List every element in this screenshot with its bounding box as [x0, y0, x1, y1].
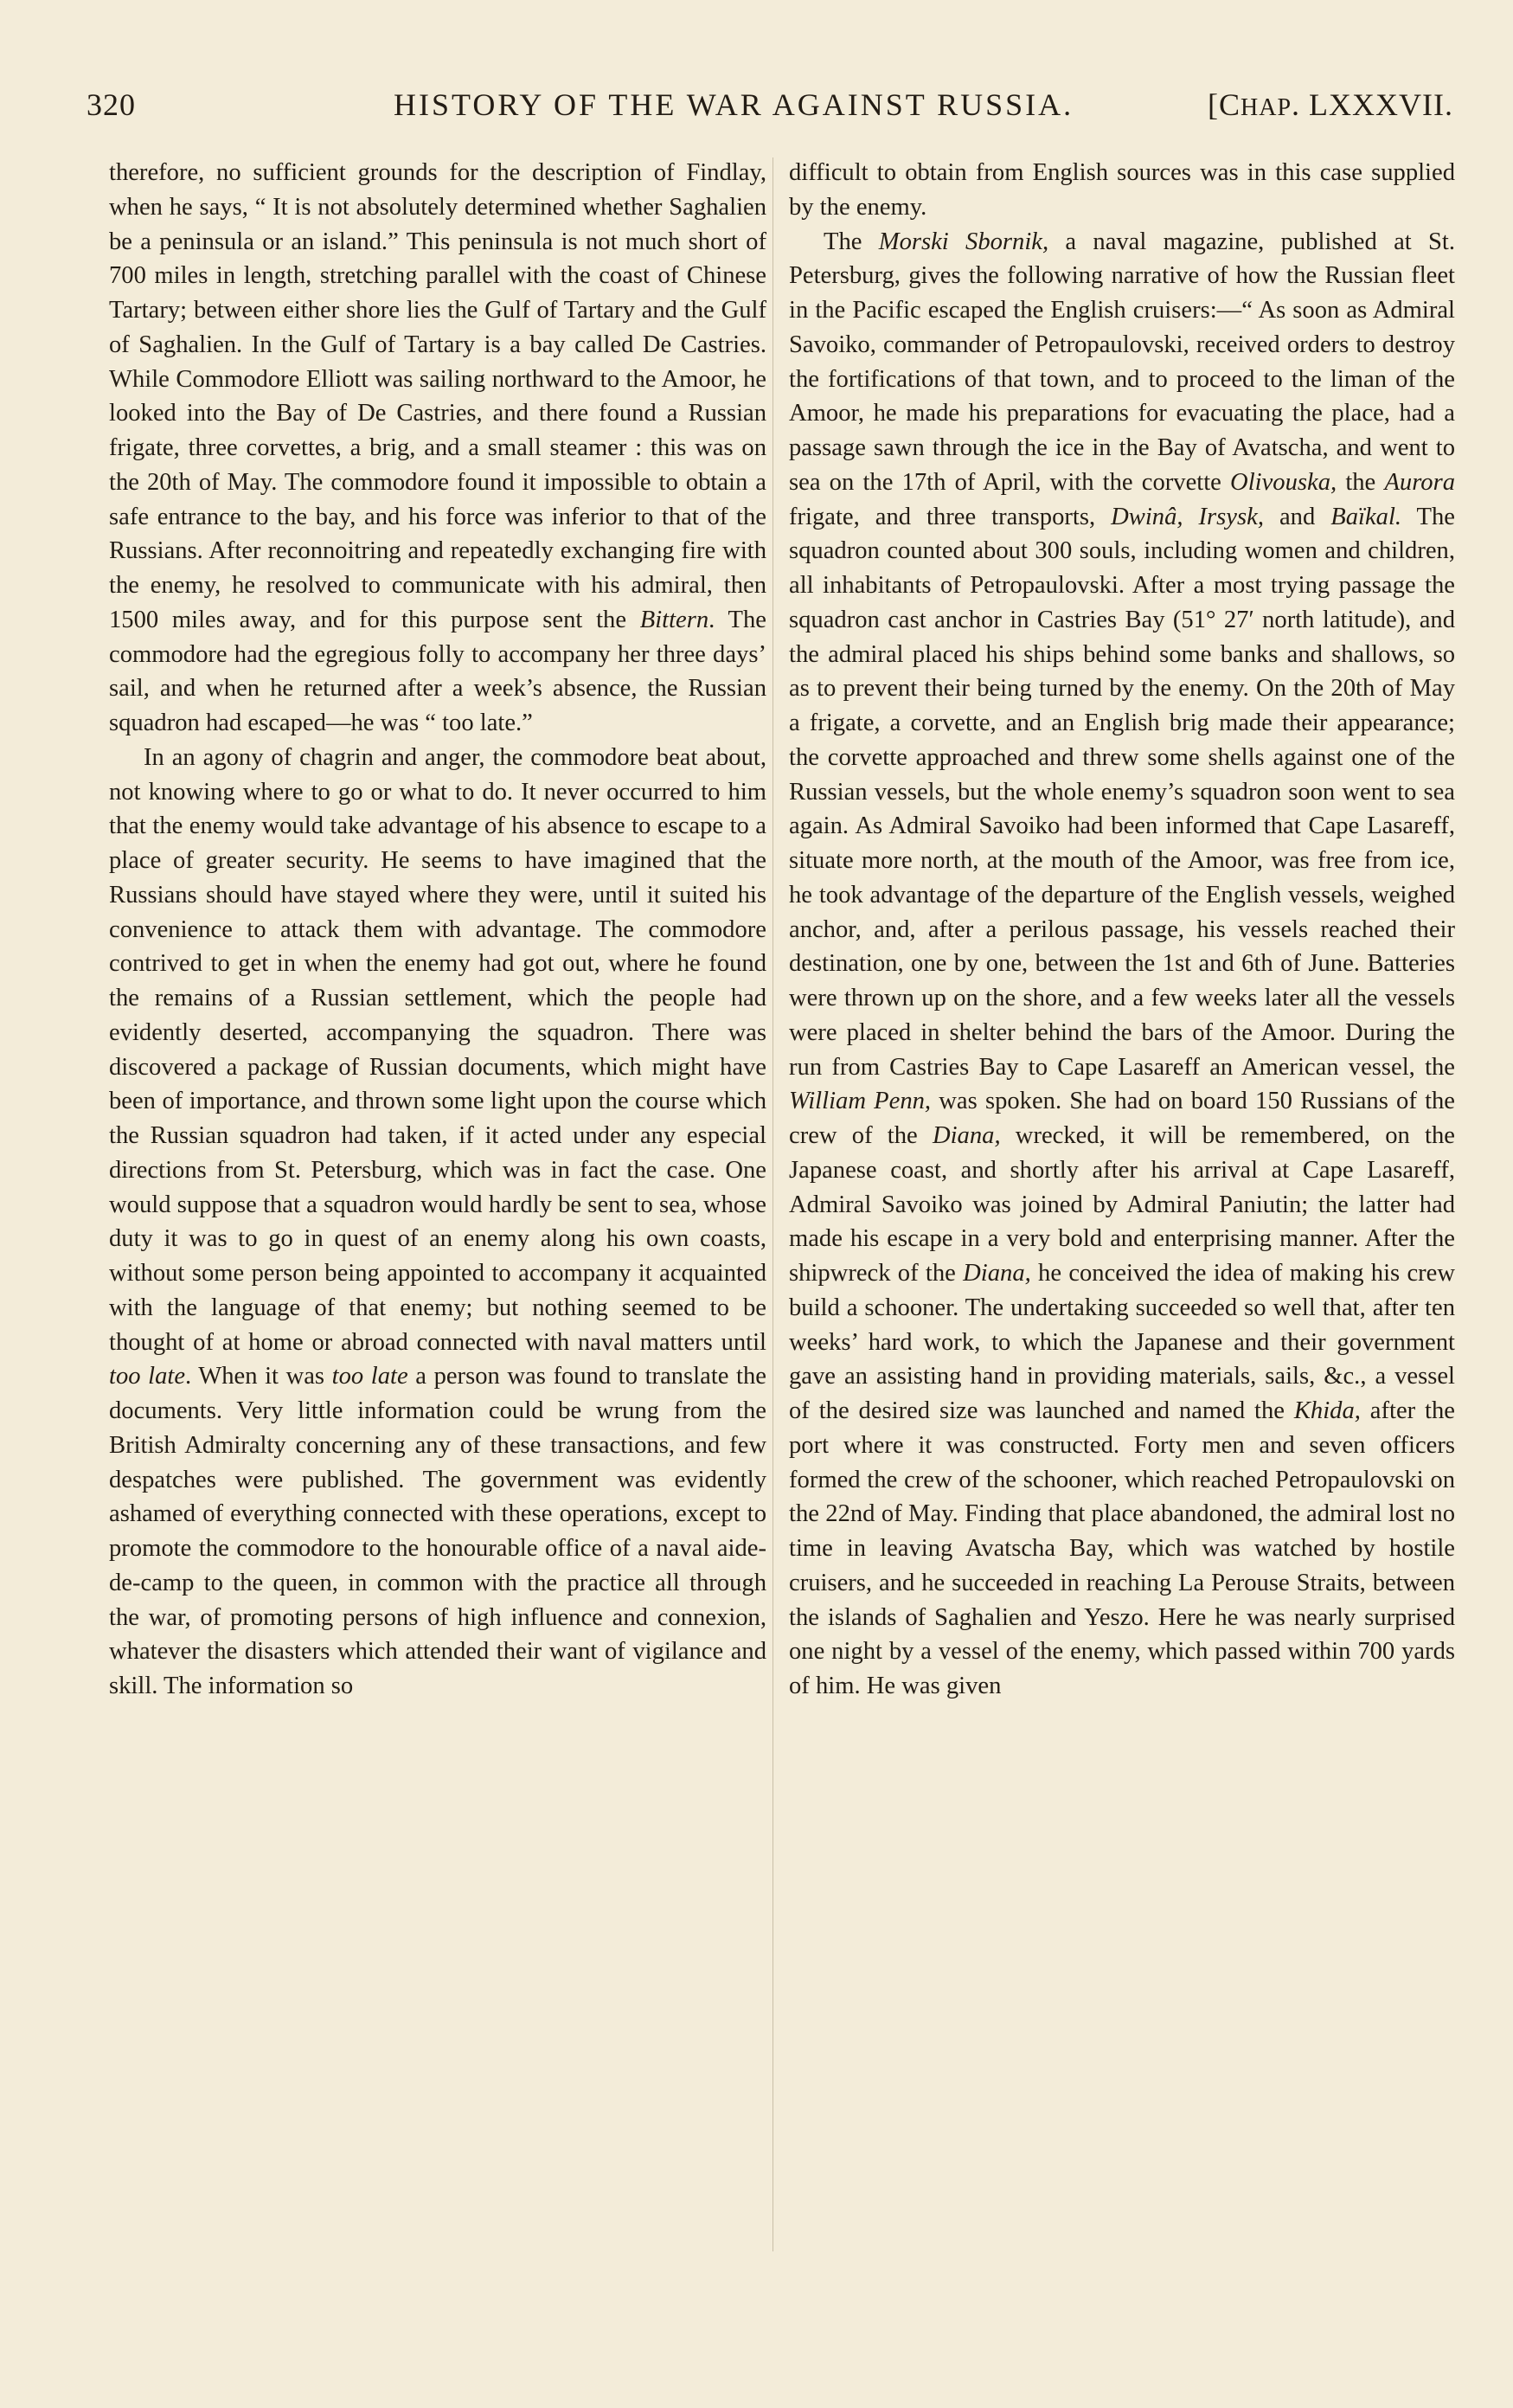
running-title: HISTORY OF THE WAR AGAINST RUSSIA.	[394, 87, 1074, 122]
chapter-number: . LXXXVII.	[1292, 87, 1453, 122]
text-run: a person was found to translate the documents. Very little information could be wrung from the British Admiralty concerning any of these transactions, and few despatches were published. The government was evidently ashamed of everything connected with these operations, except to promote the commodore to the honourable office of a naval aide-de-camp to the queen, in common with the practice all through the war, of promoting persons of high influence and connexion, whatever the disasters which attended their want of vigilance and skill. The information so	[109, 1363, 766, 1699]
paragraph	[109, 156, 766, 741]
ship-name: Irsysk,	[1198, 503, 1264, 530]
text-run: the	[1337, 468, 1385, 496]
ship-name: Olivouska,	[1230, 468, 1337, 496]
right-column	[789, 156, 1455, 1704]
text-run: The squadron counted about 300 souls, including women and children, all inhabitants of Petropaulovski. After a most trying passage the squadron cast anchor in Castries Bay (51° 27′ north latitude), and the admiral placed his ships behind some banks and shallows, so as to prevent their being turned by the enemy. On the 20th of May a frigate, a corvette, and an English brig made their appearance; the corvette approached and threw some shells against one of the Russian vessels, but the whole enemy’s squadron soon went to sea again. As Admiral Savoiko had been informed that Cape Lasareff, situate more north, at the mouth of the Amoor, was free from ice, he took advantage of the departure of the English vessels, weighed anchor, and, after a perilous passage, his vessels reached their destination, one by one, between the 1st and 6th of June. Batteries were thrown up on the shore, and a few weeks later all the vessels were placed in shelter behind the bars of the Amoor. During the run from Castries Bay to Cape Lasareff an American vessel, the	[789, 503, 1455, 1081]
text-run: . The commodore had the egregious folly to accompany her three days’ sail, and when he returned after a week’s absence, the Russian squadron had escaped—he was “ too late.”	[109, 606, 766, 736]
chapter-smallcaps: HAP	[1241, 94, 1292, 121]
ship-name: Baïkal.	[1330, 503, 1402, 530]
emphasis: too late	[331, 1363, 408, 1390]
chapter-reference	[1208, 87, 1453, 123]
text-run: a naval magazine, published at St. Petersburg, gives the following narrative of how the Russian fleet in the Pacific escaped the English cruisers:—“ As soon as Admiral Savoiko, commander of Petropaulovski, received orders to destroy the fortifications of that town, and to proceed to the liman of the Amoor, he made his preparations for evacuating the place, had a passage sawn through the ice in the Bay of Avatscha, and went to sea on the 17th of April, with the corvette	[789, 228, 1455, 496]
ship-name: Diana,	[932, 1122, 1001, 1149]
page-number: 320	[87, 87, 136, 122]
paragraph	[109, 741, 766, 1704]
text-run: therefore, no sufficient grounds for the description of Findlay, when he says, “ It is not absolutely determined whether Saghalien be a peninsula or an island.” This peninsula is not much short of 700 miles in length, stretching parallel with the coast of Chinese Tartary; between either shore lies the Gulf of Tartary and the Gulf of Saghalien. In the Gulf of Tartary is a bay called De Castries. While Commodore Elliott was sailing northward to the Amoor, he looked into the Bay of De Castries, and there found a Russian frigate, three corvettes, a brig, and a small steamer : this was on the 20th of May. The commodore found it impossible to obtain a safe entrance to the bay, and his force was inferior to that of the Russians. After reconnoitring and repeatedly exchanging fire with the enemy, he resolved to communicate with his admiral, then 1500 miles away, and for this purpose sent the	[109, 159, 766, 633]
text-run: In an agony of chagrin and anger, the commodore beat about, not knowing where to go or what to do. It never occurred to him that the enemy would take advantage of his absence to escape to a place of greater security. He seems to have imagined that the Russians should have stayed where they were, until it suited his convenience to attack them with advantage. The commodore contrived to get in when the enemy had got out, where he found the remains of a Russian settlement, which the people had evidently deserted, accompanying the squadron. There was discovered a package of Russian documents, which might have been of importance, and thrown some light upon the course which the Russian squadron had taken, if it acted under any especial directions from St. Petersburg, which was in fact the case. One would suppose that a squadron would hardly be sent to sea, whose duty it was to go in quest of an enemy along his own coasts, without some person being appointed to accompany it acquainted with the language of that enemy; but nothing seemed to be thought of at home or abroad connected with naval matters until	[109, 743, 766, 1356]
text-run: . When it was	[185, 1363, 332, 1390]
text-run: frigate, and three transports,	[789, 503, 1112, 530]
text-run: wrecked, it will be remembered, on the Japanese coast, and shortly after his arrival at Cape Lasareff, Admiral Savoiko was joined by Admiral Paniutin; the latter had made his escape in a very bold and enterprising manner. After the shipwreck of the	[789, 1122, 1455, 1287]
ship-name: William Penn,	[789, 1088, 932, 1115]
ship-name: Dwinâ,	[1111, 503, 1183, 530]
publication-name: Morski Sbornik,	[878, 228, 1049, 255]
text-run	[1183, 504, 1199, 530]
paragraph	[789, 225, 1455, 1704]
text-run: was spoken. She had on board 150 Russians of the crew of the	[789, 1088, 1455, 1149]
text-run: after the port where it was constructed. Forty men and seven officers formed the crew of the schooner, which reached Petropaulovski on the 22nd of May. Finding that place abandoned, the admiral lost no time in leaving Avatscha Bay, which was watched by hostile cruisers, and he succeeded in reaching La Perouse Straits, between the islands of Saghalien and Yeszo. Here he was nearly surprised one night by a vessel of the enemy, which passed within 700 yards of him. He was given	[789, 1397, 1455, 1699]
ship-name: Khida,	[1293, 1397, 1361, 1424]
text-run: he conceived the idea of making his crew build a schooner. The undertaking succeeded so well that, after ten weeks’ hard work, to which the Japanese and their government gave an assisting hand in providing materials, sails, &c., a vessel of the desired size was launched and named the	[789, 1260, 1455, 1424]
ship-name: Aurora	[1384, 468, 1455, 496]
chapter-prefix: [C	[1208, 87, 1241, 122]
ship-name: Diana,	[963, 1260, 1031, 1287]
running-header	[87, 87, 1453, 138]
text-run: The	[824, 228, 879, 255]
left-column	[109, 156, 766, 1704]
text-run: and	[1263, 503, 1331, 530]
emphasis: too late	[109, 1363, 186, 1390]
ship-name: Bittern	[639, 606, 709, 633]
paragraph: difficult to obtain from English sources was in this case supplied by the enemy.	[789, 159, 1455, 221]
